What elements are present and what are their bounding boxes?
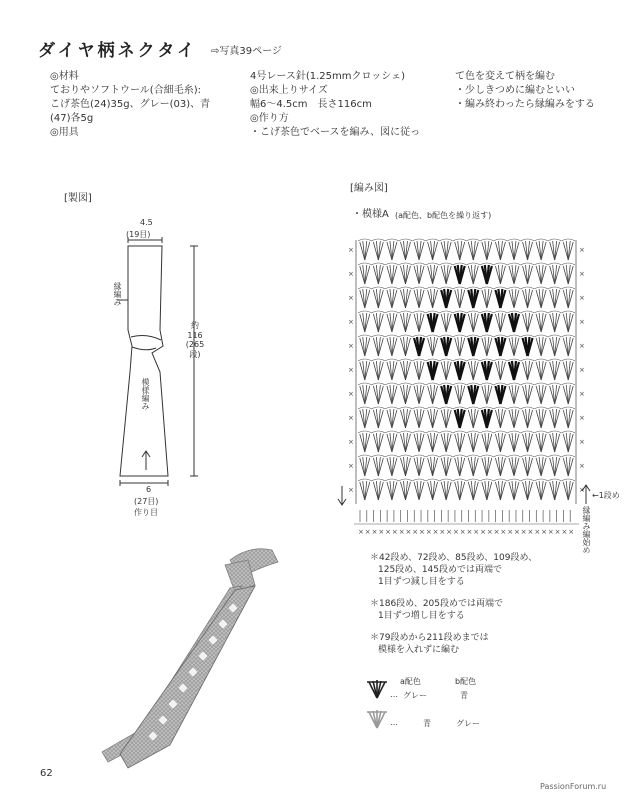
schematic-start-label: 作り目 (134, 508, 158, 517)
svg-text:×: × (371, 528, 378, 536)
watermark: PassionForum.ru (540, 782, 607, 791)
svg-text:×: × (554, 528, 561, 536)
svg-text:×: × (520, 528, 527, 536)
schematic-pattern-label: 模様編み (141, 378, 150, 410)
svg-text:×: × (579, 342, 585, 350)
legend-row2-a: 青 (423, 719, 431, 728)
schematic-length-line: 116 (187, 331, 203, 340)
tie-front-blade (120, 586, 255, 768)
schematic-top-rows: (19目) (126, 230, 151, 239)
svg-text:×: × (579, 390, 585, 398)
schematic-length-line: 約 (191, 321, 199, 330)
svg-text:×: × (541, 528, 547, 536)
schematic-label: [製図] (64, 193, 92, 204)
svg-text:×: × (579, 246, 585, 254)
materials-line: ◎出来上りサイズ (250, 85, 328, 96)
materials-line: て色を変えて柄を編む (455, 71, 555, 82)
svg-text:×: × (579, 462, 585, 470)
chart-label: [編み図] (350, 183, 388, 194)
notes-block (370, 552, 537, 656)
schematic-bottom-width: 6 (146, 485, 152, 494)
svg-text:×: × (348, 318, 354, 326)
svg-text:×: × (385, 528, 391, 536)
svg-text:×: × (452, 528, 459, 536)
materials-line: (47)各5g (50, 113, 94, 124)
svg-text:×: × (547, 528, 554, 536)
note-line: ＊79段めから211段めまでは (370, 633, 489, 643)
row-1-label: ←1段め (592, 491, 620, 500)
svg-text:×: × (439, 528, 446, 536)
svg-text:×: × (459, 528, 466, 536)
svg-text:×: × (348, 294, 354, 302)
svg-text:×: × (561, 528, 568, 536)
legend-row2-b: グレー (456, 719, 480, 728)
svg-text:×: × (513, 528, 520, 536)
pattern-a-note: (a配色、b配色を繰り返す) (395, 211, 492, 220)
legend-row1-b: 青 (460, 691, 468, 700)
svg-text:×: × (579, 486, 585, 494)
svg-text:×: × (412, 528, 419, 536)
svg-text:×: × (348, 486, 354, 494)
schematic-top-width: 4.5 (140, 218, 153, 227)
materials-line: こげ茶色(24)35g、グレー(03)、青 (50, 99, 211, 110)
svg-text:×: × (348, 270, 354, 278)
schematic-length-line: 段) (189, 350, 201, 359)
svg-text:×: × (405, 528, 412, 536)
svg-text:×: × (432, 528, 439, 536)
svg-text:×: × (486, 528, 493, 536)
svg-text:×: × (378, 528, 385, 536)
tie-diamond-pattern (148, 603, 238, 741)
svg-text:×: × (473, 528, 480, 536)
schematic-length-line: (265 (185, 340, 205, 349)
svg-text:×: × (348, 246, 354, 254)
note-line: 模様を入れずに編む (378, 645, 460, 655)
materials-line: ・こげ茶色でベースを編み、図に従っ (250, 127, 421, 138)
materials-line: 4号レース針(1.25mmクロッシェ) (250, 71, 406, 82)
legend-dark-symbol (367, 680, 387, 698)
svg-text:×: × (358, 528, 364, 536)
svg-text:×: × (398, 528, 405, 536)
schematic-edge-label: 縁編み (113, 282, 122, 306)
svg-text:×: × (348, 414, 354, 422)
svg-text:×: × (364, 528, 371, 536)
svg-text:×: × (425, 528, 432, 536)
svg-text:×: × (579, 270, 585, 278)
svg-text:×: × (466, 528, 473, 536)
note-line: 1目ずつ増し目をする (378, 611, 465, 621)
photo-reference: ⇨写真39ページ (211, 46, 282, 57)
svg-text:×: × (348, 438, 354, 446)
svg-text:×: × (391, 528, 398, 536)
svg-text:×: × (480, 528, 486, 536)
svg-text:×: × (527, 528, 534, 536)
pattern-a-label: ・模様A (352, 209, 389, 220)
svg-text:×: × (579, 318, 585, 326)
note-line: ＊186段め、205段めでは両端で (370, 599, 503, 609)
note-line: 125段め、145段めでは両端で (378, 565, 502, 575)
materials-line: ・少しきつめに編むといい (455, 85, 575, 96)
legend-row1-a: グレー (403, 691, 427, 700)
svg-text:×: × (579, 414, 585, 422)
legend-light-symbol (367, 710, 387, 728)
svg-text:×: × (419, 528, 425, 536)
svg-text:×: × (493, 528, 500, 536)
materials-line: 幅6～4.5cm 長さ116cm (250, 99, 372, 110)
svg-text:×: × (579, 366, 585, 374)
materials-line: ◎用具 (50, 127, 79, 138)
svg-text:×: × (507, 528, 514, 536)
note-line: 1目ずつ減し目をする (378, 577, 465, 587)
materials-line: ◎材料 (50, 71, 79, 82)
svg-text:×: × (579, 438, 585, 446)
svg-text:×: × (534, 528, 541, 536)
page-number: 62 (40, 768, 53, 779)
svg-text:×: × (579, 294, 585, 302)
note-line: ＊42段め、72段め、85段め、109段め、 (370, 553, 538, 563)
tie-photo (80, 540, 300, 780)
schematic-bottom-rows: (27目) (134, 497, 159, 506)
legend-symbols (365, 676, 395, 736)
legend-col-a: a配色 (400, 677, 421, 686)
chart-symbols (338, 239, 590, 536)
page-title: ダイヤ柄ネクタイ (38, 41, 197, 61)
materials-line: ◎作り方 (250, 113, 289, 124)
materials-line: ておりやソフトウール(合細毛糸): (50, 85, 201, 96)
svg-text:×: × (348, 342, 354, 350)
legend-col-b: b配色 (455, 677, 477, 686)
edge-start-label: 縁編み編始め (582, 506, 591, 554)
svg-text:×: × (568, 528, 575, 536)
svg-text:×: × (348, 390, 354, 398)
svg-text:×: × (348, 366, 354, 374)
svg-text:×: × (500, 528, 507, 536)
svg-text:×: × (348, 462, 354, 470)
materials-line: ・編み終わったら縁編みをする (455, 99, 595, 110)
svg-text:×: × (446, 528, 453, 536)
